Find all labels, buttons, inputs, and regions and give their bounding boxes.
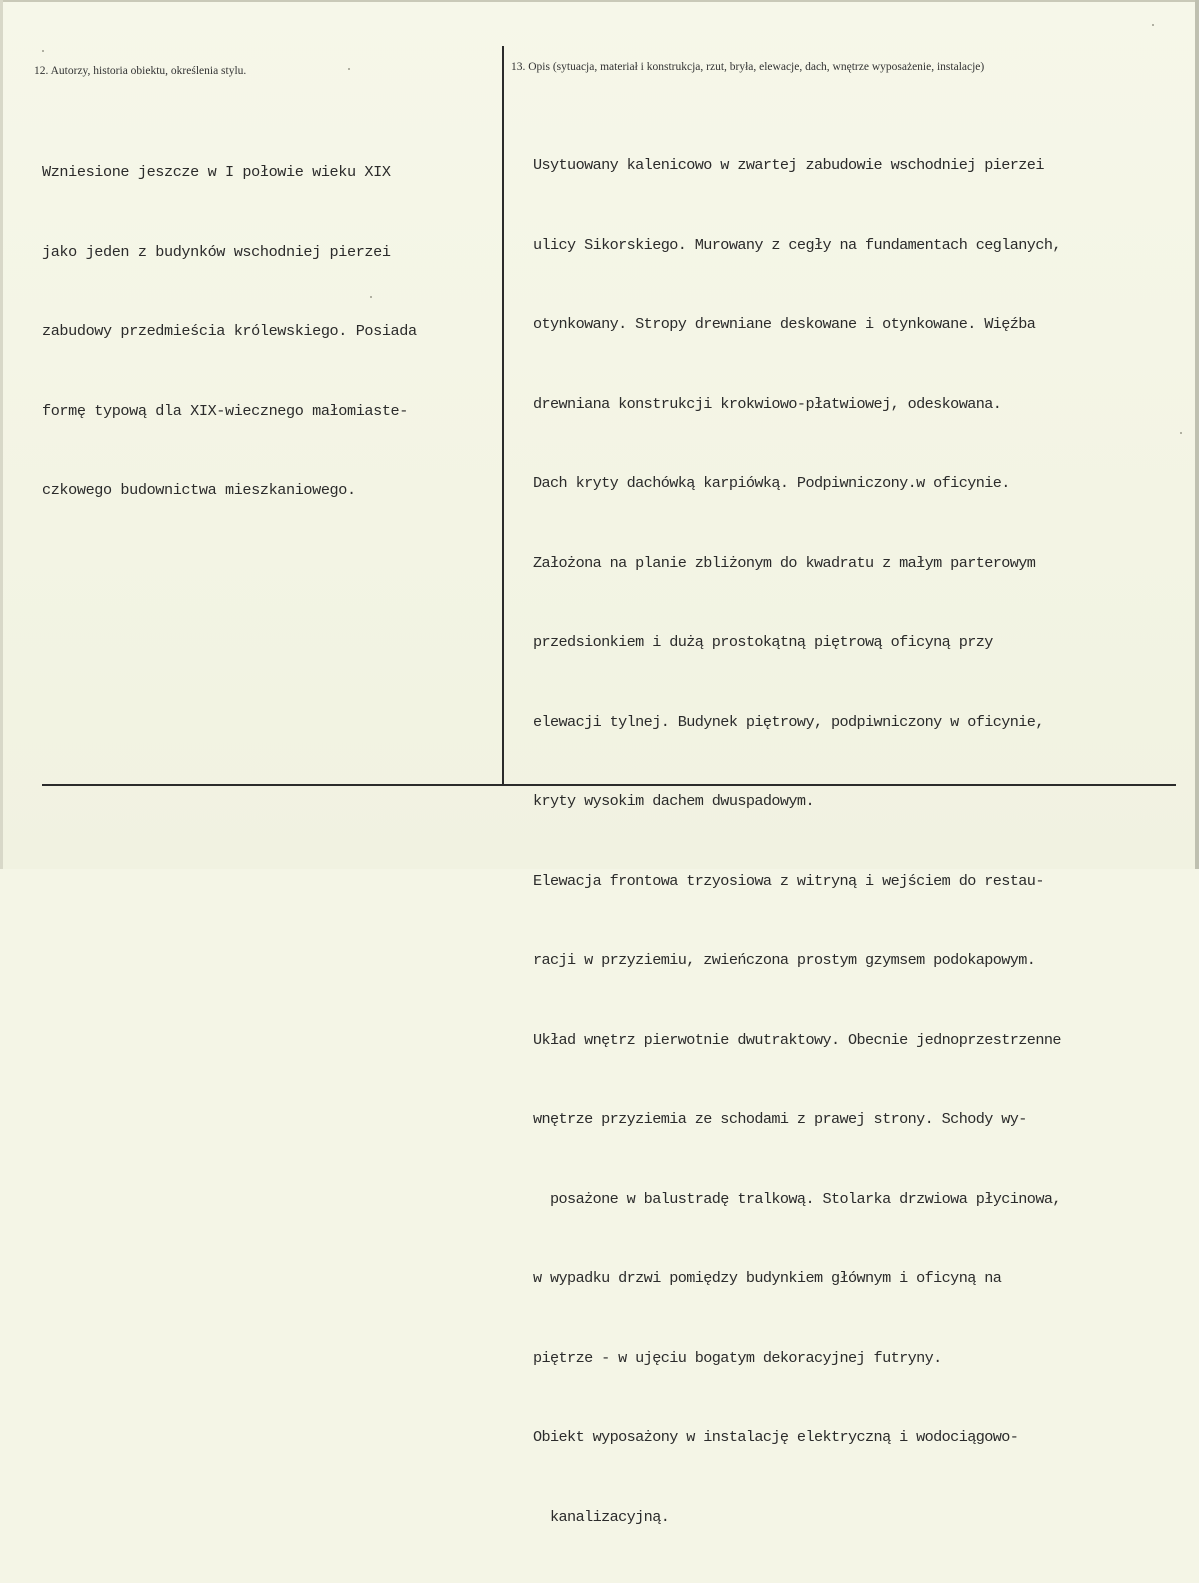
typed-line: Założona na planie zbliżonym do kwadratu z małym parterowym [533, 553, 1036, 572]
typed-line: Obiekt wyposażony w instalację elektryczną i wodociągowo- [533, 1428, 1019, 1446]
paper-speck [1180, 432, 1182, 434]
typed-line: elewacji tylnej. Budynek piętrowy, podpiwniczony w oficynie, [533, 712, 1044, 731]
section-12-heading: 12. Autorzy, historia obiektu, określenia stylu. [34, 65, 247, 77]
typed-line: Wzniesione jeszcze w I połowie wieku XIX [42, 163, 391, 181]
typed-line: jako jeden z budynków wschodniej pierzei [42, 242, 391, 261]
typed-line: przedsionkiem i dużą prostokątną piętrową oficyną przy [533, 633, 993, 651]
typed-line: czkowego budownictwa mieszkaniowego. [42, 481, 356, 499]
section-12-typed-text [42, 106, 417, 557]
bottom-rule [42, 784, 1176, 786]
typed-line: ulicy Sikorskiego. Murowany z cegły na fundamentach ceglanych, [533, 235, 1061, 254]
typed-line: zabudowy przedmieścia królewskiego. Posiada [42, 322, 417, 340]
top-edge-line [0, 0, 1199, 2]
paper-speck [42, 50, 44, 52]
typed-line: posażone w balustradę tralkową. Stolarka drzwiowa płycinowa, [533, 1189, 1061, 1208]
typed-line: w wypadku drzwi pomiędzy budynkiem głównym i oficyną na [533, 1269, 1002, 1287]
typed-line: otynkowany. Stropy drewniane deskowane i otynkowane. Więźba [533, 315, 1036, 333]
typed-line: wnętrze przyziemia ze schodami z prawej strony. Schody wy- [533, 1110, 1027, 1128]
typed-line: Dach kryty dachówką karpiówką. Podpiwniczony.w oficynie. [533, 474, 1010, 492]
section-13-heading: 13. Opis (sytuacja, materiał i konstrukcja, rzut, bryła, elewacje, dach, wnętrze wyposażenie, instalacje) [511, 61, 985, 73]
typed-line: Elewacja frontowa trzyosiowa z witryną i wejściem do restau- [533, 871, 1044, 890]
typed-line: piętrze - w ujęciu bogatym dekoracyjnej futryny. [533, 1348, 942, 1367]
typed-line: kanalizacyjną. [533, 1507, 670, 1526]
typed-line: Usytuowany kalenicowo w zwartej zabudowie wschodniej pierzei [533, 156, 1044, 174]
typed-line: kryty wysokim dachem dwuspadowym. [533, 792, 814, 810]
paper-speck [1152, 24, 1154, 26]
paper-speck [348, 68, 350, 70]
typed-line: drewniana konstrukcji krokwiowo-płatwiowej, odeskowana. [533, 394, 1002, 413]
typed-line: formę typową dla XIX-wiecznego małomiaste- [42, 401, 408, 420]
right-border [1195, 0, 1199, 869]
paper-speck [370, 296, 372, 298]
section-13-typed-text [533, 99, 1061, 1583]
left-edge [0, 0, 3, 869]
column-divider [502, 46, 504, 784]
typed-line: Układ wnętrz pierwotnie dwutraktowy. Obecnie jednoprzestrzenne [533, 1030, 1061, 1049]
typed-line: racji w przyziemiu, zwieńczona prostym gzymsem podokapowym. [533, 951, 1036, 969]
